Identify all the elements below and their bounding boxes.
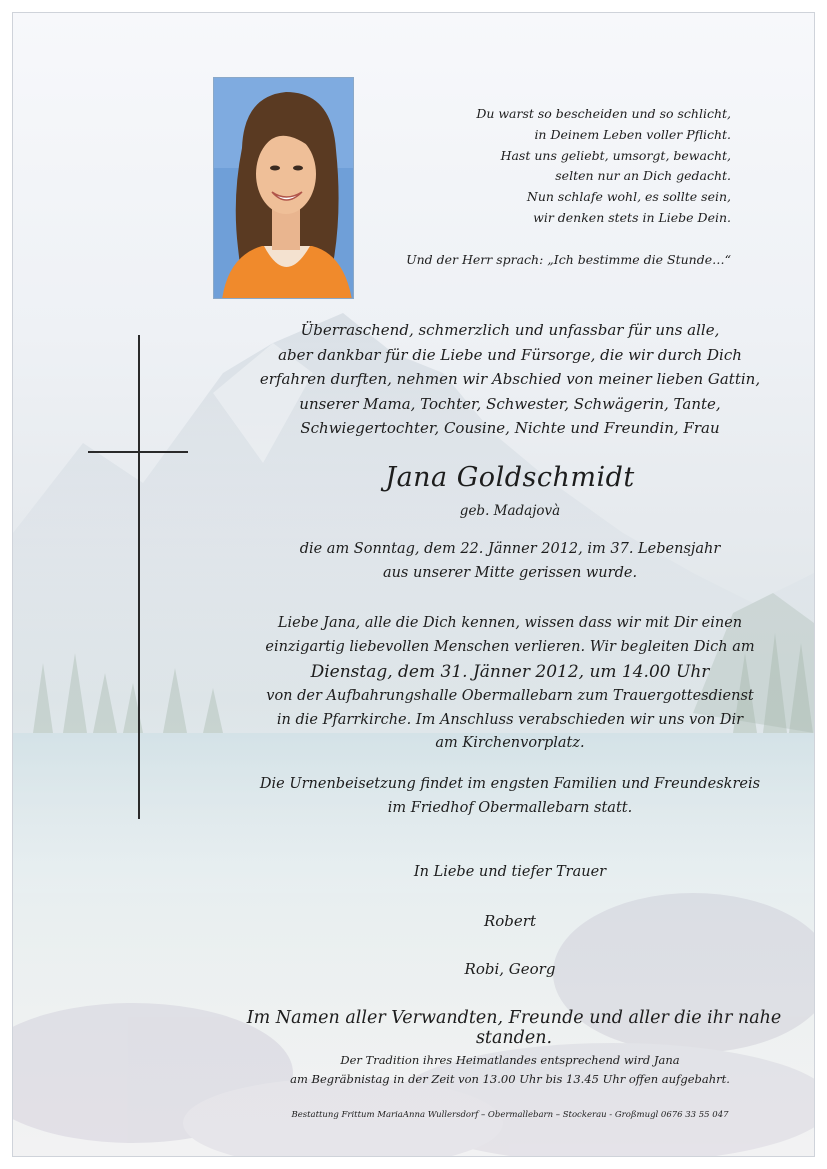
intro-line: Schwiegertochter, Cousine, Nichte und Freundin, Frau: [300, 419, 720, 437]
tradition-note: [200, 1051, 820, 1089]
death-notice: [200, 538, 820, 585]
portrait-photo: [213, 77, 354, 299]
mourner-name: Robi, Georg: [464, 960, 556, 978]
deceased-name: Jana Goldschmidt: [385, 462, 635, 493]
intro-line: aber dankbar für die Liebe und Fürsorge, die wir durch Dich: [278, 345, 742, 364]
urn-burial-notice: [200, 773, 820, 820]
mourning-phrase: In Liebe und tiefer Trauer: [413, 864, 607, 880]
poem-line: selten nur an Dich gedacht.: [555, 168, 731, 184]
intro-line: erfahren durften, nehmen wir Abschied von meiner lieben Gattin,: [259, 370, 761, 388]
urn-line: im Friedhof Obermallebarn statt.: [387, 799, 633, 816]
intro-line: unserer Mama, Tochter, Schwester, Schwägerin, Tante,: [299, 394, 721, 413]
mourner-name: Robert: [483, 912, 536, 930]
maiden-name: geb. Madajovà: [459, 503, 561, 519]
death-line: aus unserer Mitte gerissen wurde.: [382, 564, 638, 581]
intro-text: [200, 318, 820, 441]
bible-quote: Und der Herr sprach: „Ich bestimme die Stunde…“: [406, 252, 731, 267]
intro-line: Überraschend, schmerzlich und unfassbar für uns alle,: [300, 321, 720, 339]
poem-line: in Deinem Leben voller Pflicht.: [534, 126, 731, 142]
funeral-line: in die Pfarrkirche. Im Anschluss verabschieden wir uns von Dir: [276, 711, 744, 728]
funeral-home-footer: Bestattung Frittum MariaAnna Wullersdorf – Obermallebarn – Stockerau - Großmugl 0676 33 55 047: [291, 1110, 729, 1120]
tradition-line: Der Tradition ihres Heimatlandes entsprechend wird Jana: [340, 1053, 680, 1067]
poem-line: wir denken stets in Liebe Dein.: [533, 209, 731, 225]
closing-line: Im Namen aller Verwandten, Freunde und aller die ihr nahe standen.: [246, 1008, 782, 1048]
poem: [401, 104, 731, 229]
funeral-line: am Kirchenvorplatz.: [435, 735, 585, 751]
poem-line: Hast uns geliebt, umsorgt, bewacht,: [500, 147, 731, 163]
cross-horizontal-bar: [88, 451, 188, 453]
funeral-line: Liebe Jana, alle die Dich kennen, wissen dass wir mit Dir einen: [277, 615, 743, 631]
funeral-date: Dienstag, dem 31. Jänner 2012, um 14.00 Uhr: [310, 662, 710, 682]
funeral-details: [200, 612, 820, 756]
funeral-line: von der Aufbahrungshalle Obermallebarn zum Trauergottesdienst: [266, 688, 754, 704]
tradition-line: am Begräbnistag in der Zeit von 13.00 Uhr bis 13.45 Uhr offen aufgebahrt.: [290, 1072, 730, 1086]
death-line: die am Sonntag, dem 22. Jänner 2012, im 37. Lebensjahr: [299, 541, 721, 557]
funeral-line: einzigartig liebevollen Menschen verlieren. Wir begleiten Dich am: [265, 638, 755, 655]
poem-line: Nun schlafe wohl, es sollte sein,: [526, 189, 731, 205]
urn-line: Die Urnenbeisetzung findet im engsten Familien und Freundeskreis: [259, 776, 761, 792]
cross-vertical-bar: [138, 335, 140, 819]
poem-line: Du warst so bescheiden und so schlicht,: [476, 106, 731, 121]
